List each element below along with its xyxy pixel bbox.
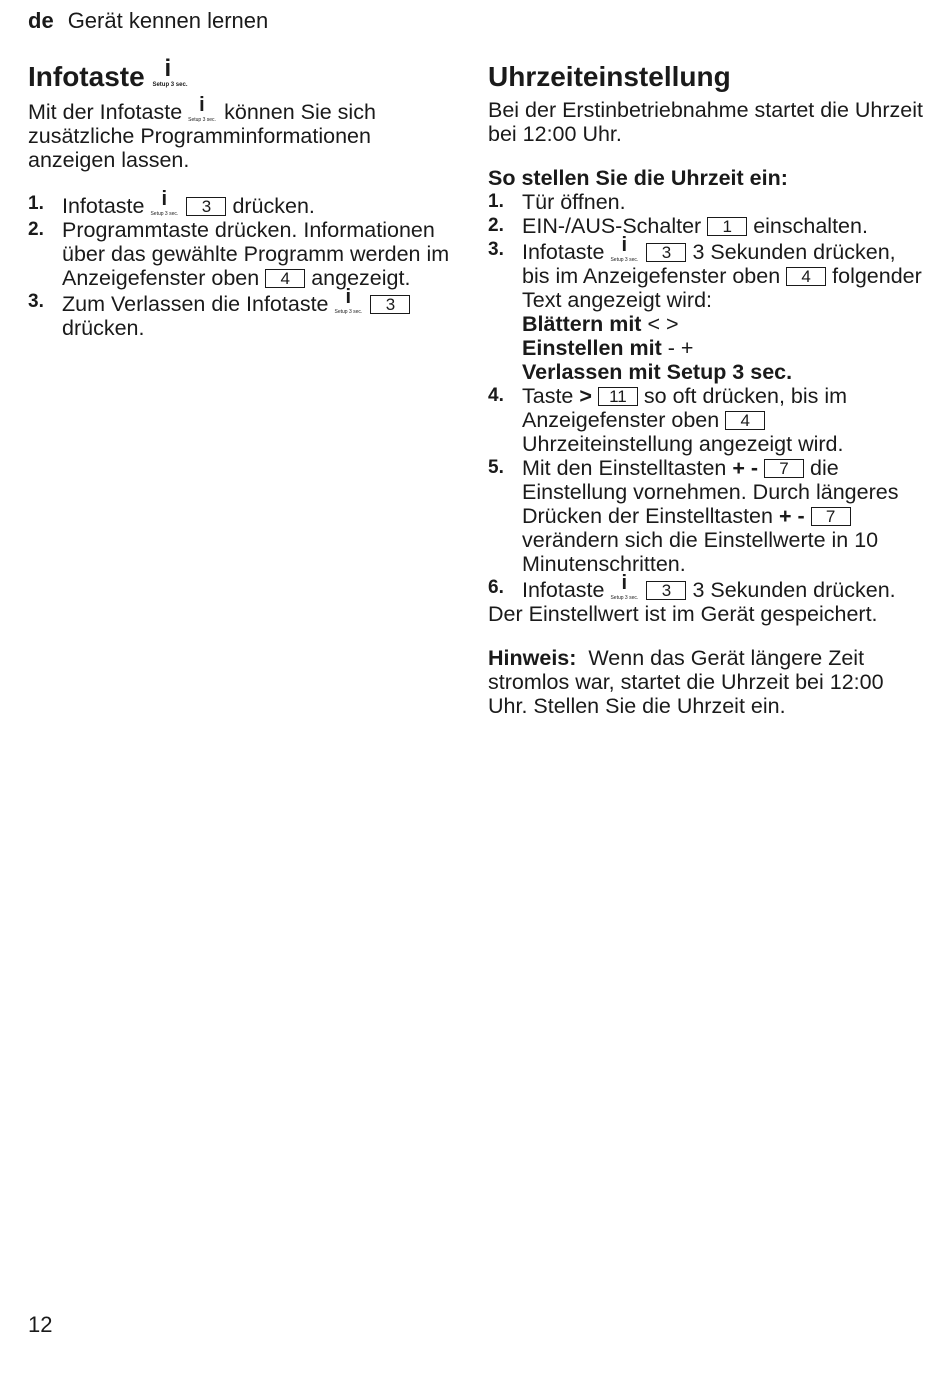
left-column	[28, 55, 458, 340]
right-column	[488, 60, 928, 718]
list-item: 1. Infotaste i Setup 3 sec. 3 drücken.	[28, 188, 315, 218]
ref-box: 11	[598, 387, 638, 406]
ref-box: 7	[764, 459, 804, 478]
page-number: 12	[28, 1312, 53, 1337]
section-title: Gerät kennen lernen	[67, 8, 269, 33]
ref-box: 3	[370, 295, 410, 314]
uhrzeit-heading: Uhrzeiteinstellung	[488, 61, 731, 92]
info-setup-icon: i Setup 3 sec.	[150, 188, 179, 217]
language-code: de	[28, 8, 54, 33]
info-setup-icon: i Setup 3 sec.	[152, 55, 188, 88]
ref-box: 7	[811, 507, 851, 526]
list-item: 1. Tür öffnen.	[488, 190, 626, 214]
ref-box: 4	[725, 411, 765, 430]
uhrzeit-intro: Bei der Erstinbetriebnahme startet die Uhrzeit bei 12:00 Uhr.	[488, 98, 923, 146]
list-item: 3. Infotaste i Setup 3 sec. 3 3 Sekunden drücken, bis im Anzeigefenster oben 4 folgender Text angezeigt wird: Blättern mit < > Einstellen mit - + Verlassen mit Setup 3 sec.	[488, 234, 922, 384]
ref-box: 3	[186, 197, 226, 216]
ref-box: 3	[646, 243, 686, 262]
info-setup-icon: i Setup 3 sec.	[610, 234, 639, 263]
info-setup-icon: i Setup 3 sec.	[334, 286, 363, 315]
uhrzeit-subheading: So stellen Sie die Uhrzeit ein:	[488, 166, 788, 190]
infotaste-heading: Infotaste i Setup 3 sec.	[28, 55, 188, 92]
list-item: 6. Infotaste i Setup 3 sec. 3 3 Sekunden drücken.	[488, 572, 896, 602]
infotaste-intro: Mit der Infotaste i Setup 3 sec. können Sie sich zusätzliche Programminformationen anzeigen lassen.	[28, 94, 376, 172]
info-setup-icon: i Setup 3 sec.	[188, 94, 216, 123]
ref-box: 4	[786, 267, 826, 286]
list-item: 2. EIN-/AUS-Schalter 1 einschalten.	[488, 214, 868, 238]
infotaste-steps	[28, 188, 458, 340]
list-item: 5. Mit den Einstelltasten + - 7 die Einstellung vornehmen. Durch längeres Drücken der Einstelltasten + - 7 verändern sich die Einstellwerte in 10 Minutenschritten.	[488, 456, 899, 576]
list-item: 2. Programmtaste drücken. Informationen über das gewählte Programm werden im Anzeigefenster oben 4 angezeigt.	[28, 218, 450, 290]
ref-box: 3	[646, 581, 686, 600]
list-item: 3. Zum Verlassen die Infotaste i Setup 3 sec. 3 drücken.	[28, 290, 458, 340]
info-setup-icon: i Setup 3 sec.	[610, 572, 639, 601]
list-item: 4. Taste > 11 so oft drücken, bis im Anzeigefenster oben 4 Uhrzeiteinstellung angezeigt wird.	[488, 384, 848, 456]
ref-box: 4	[265, 269, 305, 288]
uhrzeit-steps	[488, 190, 928, 602]
ref-box: 1	[707, 217, 747, 236]
uhrzeit-saved-text: Der Einstellwert ist im Gerät gespeichert.	[488, 602, 878, 626]
uhrzeit-note: Hinweis: Wenn das Gerät längere Zeit stromlos war, startet die Uhrzeit bei 12:00 Uhr. Stellen Sie die Uhrzeit ein.	[488, 646, 884, 718]
page-header	[28, 8, 268, 34]
